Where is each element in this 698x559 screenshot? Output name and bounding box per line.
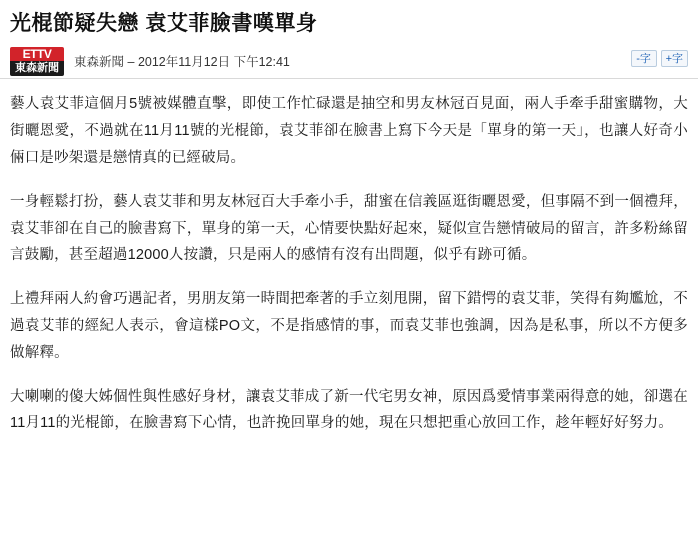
article-byline [74,52,290,70]
article-paragraph: 一身輕鬆打扮，藝人袁艾菲和男友林冠百大手牽小手，甜蜜在信義區逛街曬恩愛，但事隔不到一個禮拜，袁艾菲卻在自己的臉書寫下，單身的第一天，心情要快點好起來，疑似宣告戀情破局的留言，許多粉絲留言鼓勵，甚至超過12000人按讚，只是兩人的感情有沒有出問題，似乎有跡可循。 [10,193,688,264]
byline-separator: – [127,55,135,70]
publish-timestamp: 2012年11月12日 下午12:41 [137,55,290,70]
article-paragraph: 大喇喇的傻大姊個性與性感好身材，讓袁艾菲成了新一代宅男女神，原因爲愛情事業兩得意的她，卻選在11月11的光棍節，在臉書寫下心情，也許挽回單身的她，現在只想把重心放回工作，趁年輕好好努力。 [10,388,688,432]
source-name: 東森新聞 [74,55,125,70]
page-title: 光棍節疑失戀 袁艾菲臉書嘆單身 [10,12,318,35]
logo-top-text: ETTV [10,47,64,61]
decrease-font-button[interactable]: -字 [631,50,657,67]
article-paragraph: 藝人袁艾菲這個月5號被媒體直擊，即使工作忙碌還是抽空和男友林冠百見面，兩人手牽手甜蜜購物，大街曬恩愛，不過就在11月11號的光棍節，袁艾菲卻在臉書上寫下今天是「單身的第一天」，也讓人好奇小倆口是吵架還是戀情真的已經破局。 [10,96,688,166]
ettv-logo [10,47,64,77]
increase-font-button[interactable]: +字 [661,50,688,67]
article-meta-bar [0,45,698,79]
font-size-controls [631,50,688,67]
logo-bottom-text: 東森新聞 [10,61,64,76]
article-body [0,79,698,437]
article-paragraph: 上禮拜兩人約會巧遇記者，男朋友第一時間把牽著的手立刻甩開，留下錯愕的袁艾菲，笑得有夠尷尬，不過袁艾菲的經紀人表示，會這樣PO文，不是指感情的事，而袁艾菲也強調，因為是私事，所以不方便多做解釋。 [10,291,688,361]
